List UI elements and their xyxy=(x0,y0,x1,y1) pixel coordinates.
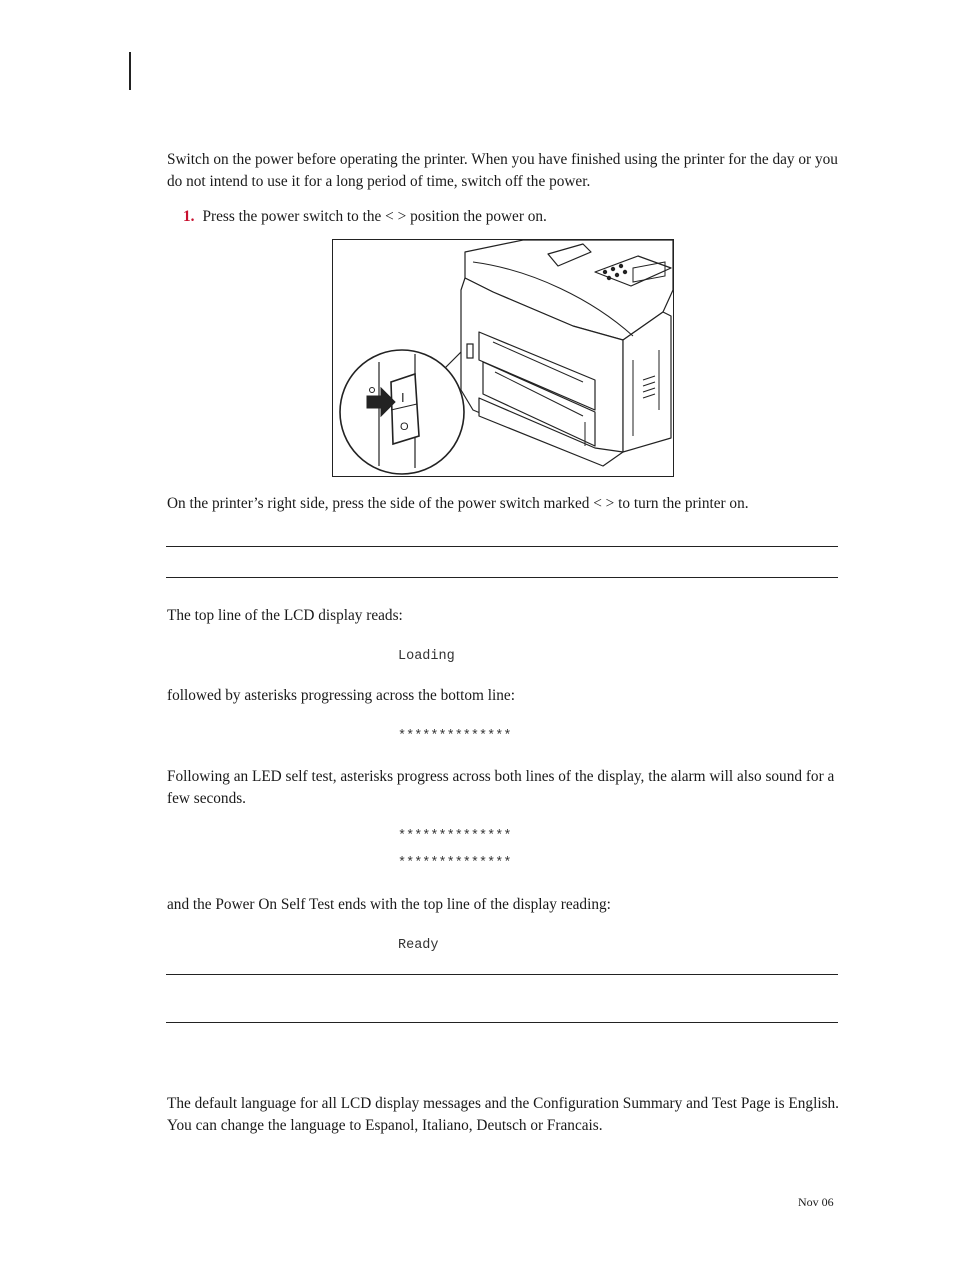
switch-off-mark: O xyxy=(400,421,409,433)
note-rule-bottom-2 xyxy=(166,1022,838,1023)
asterisk-intro-paragraph: followed by asterisks progressing across the bottom line: xyxy=(167,687,515,704)
lcd-ready-text: Ready xyxy=(398,938,439,953)
lcd-loading-text: Loading xyxy=(398,649,455,664)
intro-paragraph: Switch on the power before operating the printer. When you have finished using the printer for the day or you do not intend to use it for a long period of time, switch off the power. xyxy=(167,151,838,190)
printer-power-switch-figure xyxy=(332,239,674,477)
step-1 xyxy=(183,206,547,228)
note-rule-top xyxy=(166,546,838,547)
after-figure-paragraph: On the printer’s right side, press the side of the power switch marked < > to turn the printer on. xyxy=(167,495,749,512)
change-bar xyxy=(129,52,131,90)
step-number: 1. xyxy=(183,208,195,225)
switch-on-mark: I xyxy=(401,390,405,405)
printer-illustration xyxy=(333,240,673,476)
post-end-paragraph: and the Power On Self Test ends with the top line of the display reading: xyxy=(167,896,611,913)
footer-date: Nov 06 xyxy=(798,1195,834,1209)
step-text: Press the power switch to the < > position the power on. xyxy=(202,208,547,225)
selftest-paragraph: Following an LED self test, asterisks progress across both lines of the display, the alarm will also sound for a few seconds. xyxy=(167,768,835,807)
lcd-intro-paragraph: The top line of the LCD display reads: xyxy=(167,607,403,624)
note-rule-bottom xyxy=(166,577,838,578)
lcd-asterisks-line-2: ************** xyxy=(398,856,512,871)
lcd-asterisks-line-1: ************** xyxy=(398,829,512,844)
language-paragraph: The default language for all LCD display messages and the Configuration Summary and Test Page is English. You can change the language to Espanol, Italiano, Deutsch or Francais. xyxy=(167,1095,839,1134)
note-rule-top-2 xyxy=(166,974,838,975)
lcd-asterisks-bottom-line: ************** xyxy=(398,729,512,744)
